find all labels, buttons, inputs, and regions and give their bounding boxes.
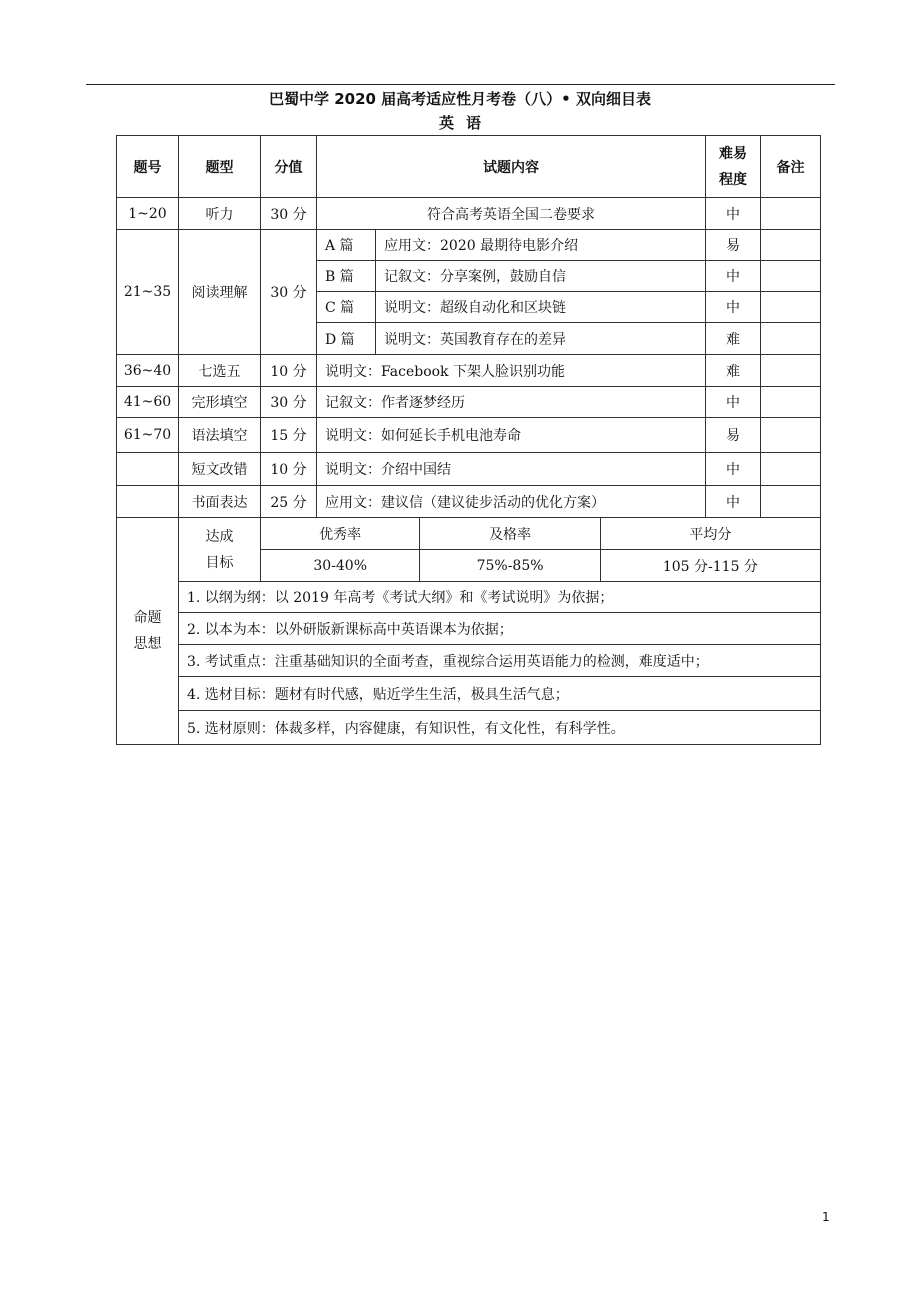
passage-label: C 篇 (317, 292, 376, 323)
row-difficulty: 中 (706, 453, 761, 486)
philosophy-point: 5. 选材原则：体裁多样，内容健康，有知识性，有文化性，有科学性。 (179, 711, 821, 745)
row-content: 说明文：Facebook 下架人脸识别功能 (317, 355, 706, 387)
goal-value: 75%-85% (420, 550, 600, 582)
row-type: 七选五 (179, 355, 261, 387)
goal-grid (261, 518, 821, 582)
philosophy-row (117, 582, 821, 613)
philosophy-row (117, 613, 821, 645)
philosophy-point: 4. 选材目标：题材有时代感，贴近学生生活，极具生活气息； (179, 677, 821, 711)
header-difficulty-line1: 难易 (719, 145, 747, 162)
row-type: 完形填空 (179, 387, 261, 418)
row-number (117, 486, 179, 518)
row-remarks (761, 198, 821, 230)
row-type: 书面表达 (179, 486, 261, 518)
goal-row (117, 518, 821, 582)
goal-label (179, 518, 261, 582)
passage-remarks (761, 261, 821, 292)
row-content: 应用文：建议信（建议徒步活动的优化方案） (317, 486, 706, 518)
row-number: 41~60 (117, 387, 179, 418)
header-score: 分值 (261, 136, 317, 198)
philosophy-point: 1. 以纲为纲：以 2019 年高考《考试大纲》和《考试说明》为依据； (179, 582, 821, 613)
row-type: 语法填空 (179, 418, 261, 453)
passage-content: 说明文：英国教育存在的差异 (376, 323, 706, 355)
page-number: 1 (822, 1210, 830, 1224)
row-difficulty: 易 (706, 418, 761, 453)
philosophy-label-line1: 命题 (133, 610, 162, 626)
goal-value: 30-40% (261, 550, 420, 582)
header-remarks: 备注 (761, 136, 821, 198)
row-score: 10 分 (261, 355, 317, 387)
header-content: 试题内容 (317, 136, 706, 198)
passage-remarks (761, 323, 821, 355)
table-row (117, 486, 821, 518)
goal-header: 优秀率 (261, 518, 420, 550)
goal-header: 平均分 (600, 518, 820, 550)
passage-label: D 篇 (317, 323, 376, 355)
passage-label: A 篇 (317, 230, 376, 261)
row-number: 36~40 (117, 355, 179, 387)
row-score: 10 分 (261, 453, 317, 486)
row-score: 25 分 (261, 486, 317, 518)
passage-difficulty: 中 (706, 292, 761, 323)
row-difficulty: 难 (706, 355, 761, 387)
table-row (117, 418, 821, 453)
philosophy-row (117, 711, 821, 745)
reading-number: 21~35 (117, 230, 179, 355)
philosophy-label-line2: 思想 (133, 636, 162, 652)
header-rule (86, 84, 835, 85)
row-remarks (761, 387, 821, 418)
row-number: 1~20 (117, 198, 179, 230)
row-content: 记叙文：作者逐梦经历 (317, 387, 706, 418)
table-row (117, 387, 821, 418)
philosophy-row (117, 677, 821, 711)
reading-type: 阅读理解 (179, 230, 261, 355)
table-row (117, 453, 821, 486)
goal-value: 105 分-115 分 (600, 550, 820, 582)
row-number (117, 453, 179, 486)
header-number: 题号 (117, 136, 179, 198)
row-number: 61~70 (117, 418, 179, 453)
philosophy-point: 2. 以本为本：以外研版新课标高中英语课本为依据； (179, 613, 821, 645)
goal-table (261, 518, 820, 581)
row-remarks (761, 486, 821, 518)
row-difficulty: 中 (706, 198, 761, 230)
row-difficulty: 中 (706, 486, 761, 518)
philosophy-label (117, 518, 179, 745)
goal-label-line2: 目标 (205, 554, 234, 571)
header-difficulty-line2: 程度 (719, 171, 747, 188)
philosophy-row (117, 645, 821, 677)
header-type: 题型 (179, 136, 261, 198)
passage-content: 应用文：2020 最期待电影介绍 (376, 230, 706, 261)
reading-score: 30 分 (261, 230, 317, 355)
row-score: 15 分 (261, 418, 317, 453)
row-type: 短文改错 (179, 453, 261, 486)
header-difficulty (706, 136, 761, 198)
row-score: 30 分 (261, 198, 317, 230)
passage-content: 记叙文：分享案例，鼓励自信 (376, 261, 706, 292)
row-type: 听力 (179, 198, 261, 230)
goal-label-line1: 达成 (205, 528, 234, 545)
header-row (117, 136, 821, 198)
row-content: 说明文：介绍中国结 (317, 453, 706, 486)
specification-table (116, 135, 821, 745)
passage-difficulty: 难 (706, 323, 761, 355)
row-content: 说明文：如何延长手机电池寿命 (317, 418, 706, 453)
table-row (117, 230, 821, 261)
row-content: 符合高考英语全国二卷要求 (317, 198, 706, 230)
table-row (117, 198, 821, 230)
row-remarks (761, 355, 821, 387)
passage-remarks (761, 292, 821, 323)
passage-remarks (761, 230, 821, 261)
row-remarks (761, 418, 821, 453)
passage-difficulty: 中 (706, 261, 761, 292)
passage-content: 说明文：超级自动化和区块链 (376, 292, 706, 323)
goal-header: 及格率 (420, 518, 600, 550)
row-difficulty: 中 (706, 387, 761, 418)
subject-title: 英语 (438, 114, 493, 132)
passage-label: B 篇 (317, 261, 376, 292)
philosophy-point: 3. 考试重点：注重基础知识的全面考查，重视综合运用英语能力的检测，难度适中； (179, 645, 821, 677)
table-row (117, 355, 821, 387)
row-score: 30 分 (261, 387, 317, 418)
document-title: 巴蜀中学 2020 届高考适应性月考卷（八）• 双向细目表 (268, 90, 651, 108)
row-remarks (761, 453, 821, 486)
passage-difficulty: 易 (706, 230, 761, 261)
